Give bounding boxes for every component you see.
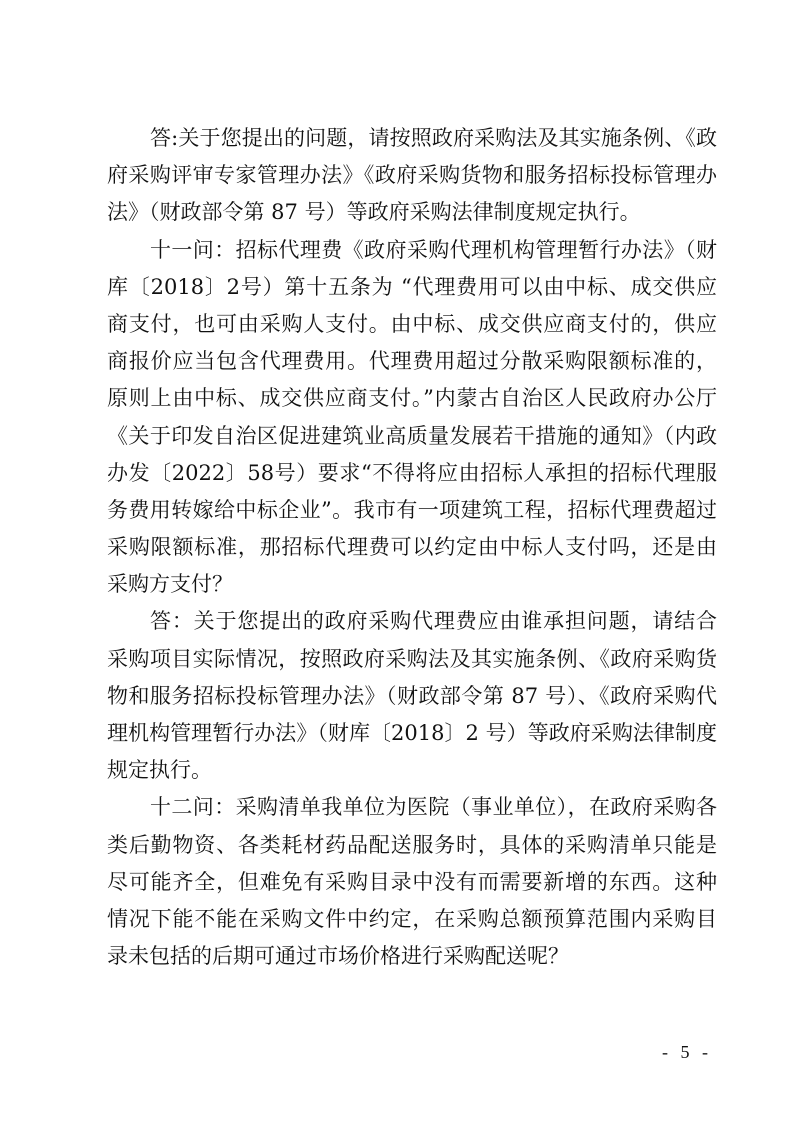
text-line: 法》（财政部令第 87 号）等政府采购法律制度规定执行。 (107, 200, 641, 225)
text-line: 十一问：招标代理费《政府采购代理机构管理暂行办法》（财 (150, 237, 717, 262)
question-paragraph-11 (107, 232, 717, 604)
text-line: 采购限额标准，那招标代理费可以约定由中标人支付吗，还是由 (107, 535, 717, 560)
text-line: 物和服务招标投标管理办法》（财政部令第 87 号）、《政府采购代 (107, 683, 717, 708)
text-line: 规定执行。 (107, 758, 212, 783)
text-line: 十二问：采购清单我单位为医院（事业单位），在政府采购各 (150, 795, 717, 820)
text-line: 理机构管理暂行办法》（财库〔2018〕2 号）等政府采购法律制度 (107, 721, 717, 745)
text-line: 录未包括的后期可通过市场价格进行采购配送呢？ (107, 944, 569, 969)
text-line: 库〔2018〕2号）第十五条为 “代理费用可以由中标、成交供应 (107, 274, 717, 299)
text-line: 商支付，也可由采购人支付。由中标、成交供应商支付的，供应 (107, 311, 717, 336)
text-line: 采购项目实际情况，按照政府采购法及其实施条例、《政府采购货 (107, 646, 717, 671)
text-line: 答:关于您提出的问题，请按照政府采购法及其实施条例、《政 (150, 126, 717, 150)
text-line: 商报价应当包含代理费用。代理费用超过分散采购限额标准的， (107, 349, 717, 374)
text-line: 府采购评审专家管理办法》《政府采购货物和服务招标投标管理办 (107, 163, 717, 188)
text-line: 原则上由中标、成交供应商支付。”内蒙古自治区人民政府办公厅 (107, 386, 717, 411)
text-line: 务费用转嫁给中标企业”。我市有一项建筑工程，招标代理费超过 (107, 497, 717, 522)
page-number: - 5 - (662, 1042, 712, 1062)
text-line: 答：关于您提出的政府采购代理费应由谁承担问题，请结合 (150, 609, 717, 634)
text-line: 《关于印发自治区促进建筑业高质量发展若干措施的通知》（内政 (107, 423, 717, 448)
document-body (107, 120, 717, 975)
answer-paragraph-10 (107, 120, 717, 232)
text-line: 尽可能齐全，但难免有采购目录中没有而需要新增的东西。这种 (107, 869, 717, 894)
text-line: 采购方支付？ (107, 572, 233, 597)
question-paragraph-12 (107, 789, 717, 975)
answer-paragraph-11 (107, 603, 717, 789)
text-line: 类后勤物资、各类耗材药品配送服务时，具体的采购清单只能是 (107, 832, 717, 857)
text-line: 办发〔2022〕58号）要求“不得将应由招标人承担的招标代理服 (107, 460, 717, 485)
text-line: 情况下能不能在采购文件中约定，在采购总额预算范围内采购目 (107, 906, 717, 931)
